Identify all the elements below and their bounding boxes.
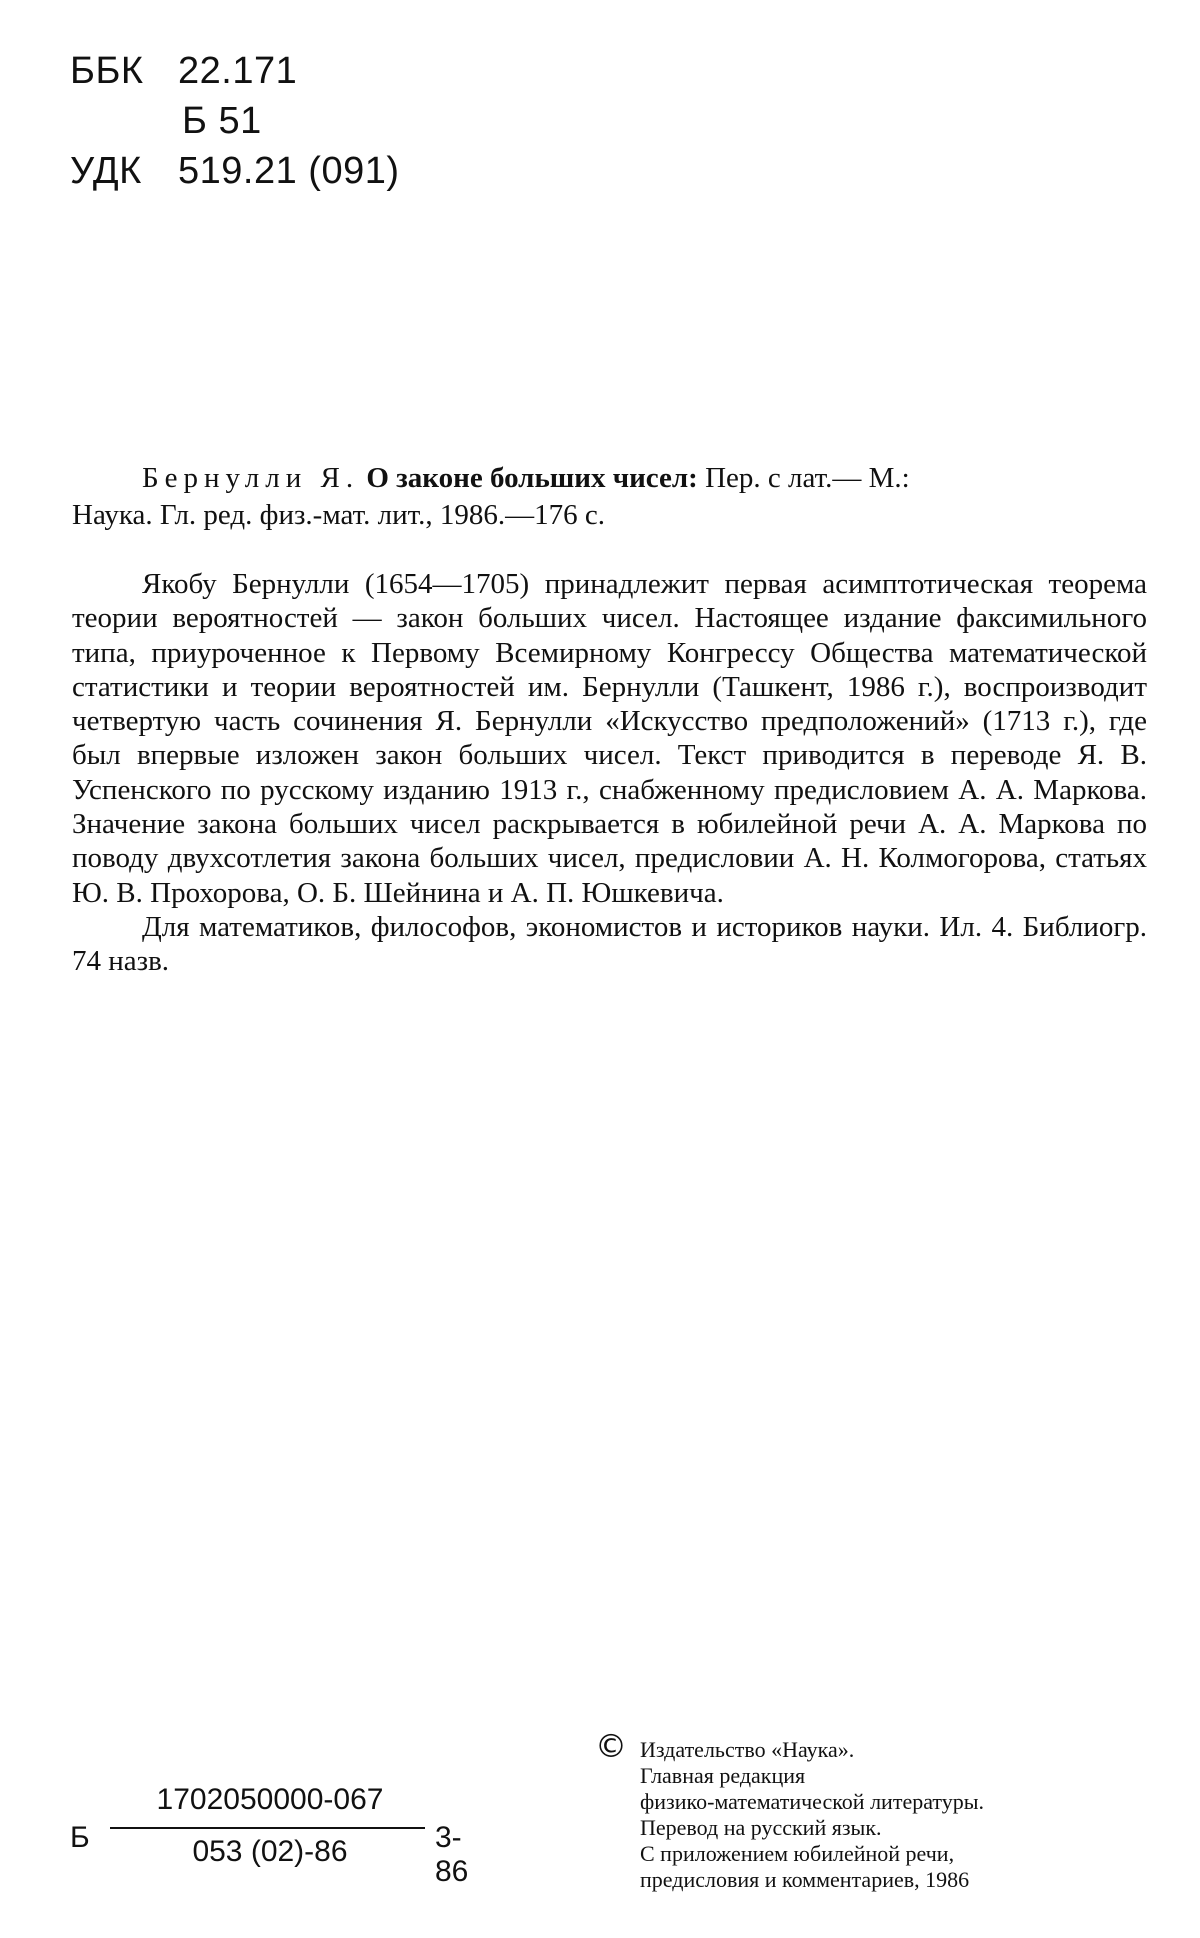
author-name: Бернулли Я. bbox=[142, 462, 360, 494]
copyright-line: С приложением юбилейной речи, bbox=[640, 1841, 955, 1866]
formula-numerator: 1702050000-067 bbox=[156, 1783, 384, 1816]
udk-row bbox=[70, 146, 400, 196]
catalogue-formula bbox=[70, 1783, 469, 1893]
formula-denominator: 053 (02)-86 bbox=[192, 1835, 348, 1868]
copyright-icon: © bbox=[595, 1727, 627, 1765]
udk-value: 519.21 (091) bbox=[178, 150, 400, 192]
copyright-lines bbox=[640, 1737, 1155, 1893]
copyright-line: Перевод на русский язык. bbox=[640, 1815, 882, 1840]
copyright-line: Главная редакция bbox=[640, 1763, 806, 1788]
formula-suffix: 3-86 bbox=[435, 1821, 469, 1888]
bbk-row bbox=[70, 46, 400, 96]
bibliographic-line-2: Наука. Гл. ред. физ.-мат. лит., 1986.—176 с. bbox=[72, 499, 605, 531]
audience-paragraph: Для математиков, философов, экономистов и историков науки. Ил. 4. Библиогр. 74 назв. bbox=[72, 910, 1147, 978]
bbk-value: 22.171 bbox=[178, 50, 298, 92]
copyright-line: Издательство «Наука». bbox=[640, 1737, 855, 1762]
publication-details: Пер. с лат.— М.: bbox=[697, 462, 910, 494]
annotation bbox=[72, 567, 1147, 979]
author-mark: Б 51 bbox=[182, 100, 262, 142]
fraction-line bbox=[110, 1827, 425, 1829]
udk-label: УДК bbox=[70, 150, 142, 192]
copyright-line: физико-математической литературы. bbox=[640, 1789, 985, 1814]
copyright-line: предисловия и комментариев, 1986 bbox=[640, 1867, 970, 1892]
book-title: О законе больших чисел: bbox=[366, 462, 698, 494]
bbk-label: ББК bbox=[70, 50, 144, 92]
bibliographic-line-1 bbox=[72, 460, 1147, 497]
bibliographic-entry bbox=[72, 460, 1147, 534]
classification-block bbox=[70, 46, 400, 196]
annotation-paragraph: Якобу Бернулли (1654—1705) принадлежит первая асимптотическая теорема теории вероятностей — закон больших чисел. Настоящее издание факсимильного типа, приуроченное к Первому Всемирному Конгрессу Общества математической статистики и теории вероятностей им. Бернулли (Ташкент, 1986 г.), воспроизводит четвертую часть сочинения Я. Бернулли «Искусство предположений» (1713 г.), где был впервые изложен закон больших чисел. Текст приводится в переводе Я. В. Успенского по русскому изданию 1913 г., снабженному предисловием А. А. Маркова. Значение закона больших чисел раскрывается в юбилейной речи А. А. Маркова по поводу двухсотлетия закона больших чисел, предисловии А. Н. Колмогорова, статьях Ю. В. Прохорова, О. Б. Шейнина и А. П. Юшкевича. bbox=[72, 568, 1147, 909]
formula-letter: Б bbox=[70, 1821, 90, 1854]
copyright-block bbox=[595, 1727, 1155, 1893]
